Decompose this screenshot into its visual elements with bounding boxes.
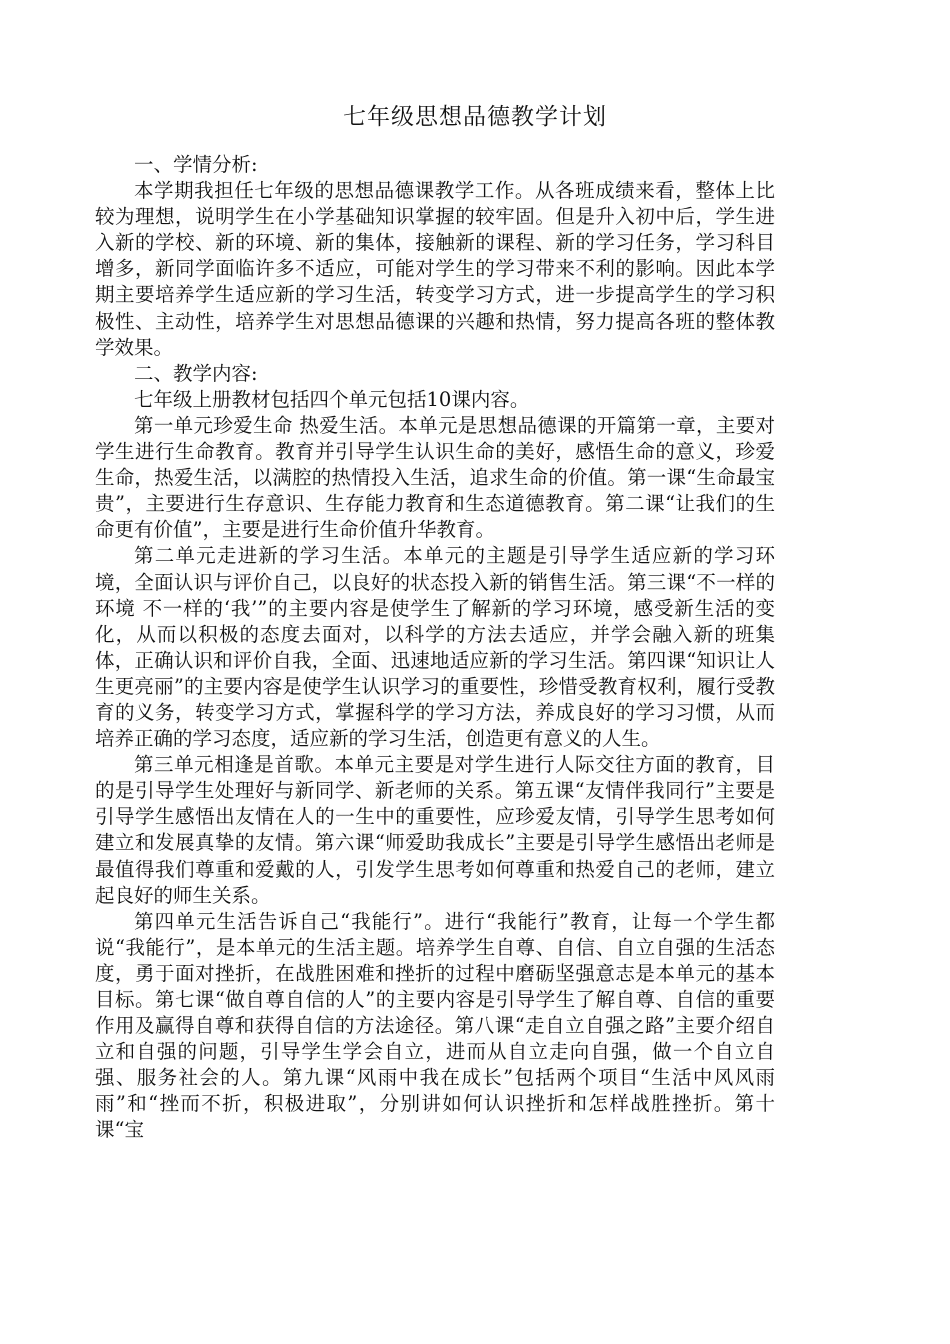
paragraph-unit-1: 第一单元珍爱生命 热爱生活。本单元是思想品德课的开篇第一章，主要对学生进行生命教育。教育并引导学生认识生命的美好，感悟生命的意义，珍爱生命，热爱生活，以满腔的热情投入生活，追求生命的价值。第一课“生命最宝贵”，主要进行生存意识、生存能力教育和生态道德教育。第二课“让我们的生命更有价值”，主要是进行生命价值升华教育。: [95, 413, 775, 542]
paragraph-unit-4: 第四单元生活告诉自己“我能行”。进行“我能行”教育，让每一个学生都说“我能行”，是本单元的生活主题。培养学生自尊、自信、自立自强的生活态度，勇于面对挫折，在战胜困难和挫折的过程中磨砺坚强意志是本单元的基本目标。第七课“做自尊自信的人”的主要内容是引导学生了解自尊、自信的重要作用及赢得自尊和获得自信的方法途径。第八课“走自立自强之路”主要介绍自立和自强的问题，引导学生学会自立，进而从自立走向自强，做一个自立自强、服务社会的人。第九课“风雨中我在成长”包括两个项目“生活中风风雨雨”和“挫而不折，积极进取”，分别讲如何认识挫折和怎样战胜挫折。第十课“宝: [95, 909, 775, 1142]
section-heading-content: 二、教学内容:: [134, 361, 258, 385]
paragraph-unit-2: 第二单元走进新的学习生活。本单元的主题是引导学生适应新的学习环境，全面认识与评价自己，以良好的状态投入新的销售生活。第三课“不一样的环境 不一样的‘我’”的主要内容是使学生了解新的学习环境，感受新生活的变化，从而以积极的态度去面对，以科学的方法去适应，并学会融入新的班集体，正确认识和评价自我，全面、迅速地适应新的学习生活。第四课“知识让人生更亮丽”的主要内容是使学生认识学习的重要性，珍惜受教育权利，履行受教育的义务，转变学习方式，掌握科学的学习方法，养成良好的学习习惯，从而培养正确的学习态度，适应新的学习生活，创造更有意义的人生。: [95, 544, 775, 751]
document-body: [95, 152, 775, 1144]
paragraph-unit-3: 第三单元相逢是首歌。本单元主要是对学生进行人际交往方面的教育，目的是引导学生处理好与新同学、新老师的关系。第五课“友情伴我同行”主要是引导学生感悟出友情在人的一生中的重要性，应珍爱友情，引导学生思考如何建立和发展真挚的友情。第六课“师爱助我成长”主要是引导学生感悟出老师是最值得我们尊重和爱戴的人，引发学生思考如何尊重和热爱自己的老师，建立起良好的师生关系。: [95, 753, 775, 907]
document-title: 七年级思想品德教学计划: [343, 104, 607, 130]
section-heading-situation: 一、学情分析:: [134, 153, 258, 176]
paragraph-content-overview: 七年级上册教材包括四个单元包括10课内容。: [134, 387, 530, 411]
paragraph-situation-analysis: 本学期我担任七年级的思想品德课教学工作。从各班成绩来看，整体上比较为理想，说明学生在小学基础知识掌握的较牢固。但是升入初中后，学生进入新的学校、新的环境、新的集体，接触新的课程、新的学习任务，学习科目增多，新同学面临许多不适应，可能对学生的学习带来不利的影响。因此本学期主要培养学生适应新的学习生活，转变学习方式，进一步提高学生的学习积极性、主动性，培养学生对思想品德课的兴趣和热情，努力提高各班的整体教学效果。: [95, 179, 775, 359]
